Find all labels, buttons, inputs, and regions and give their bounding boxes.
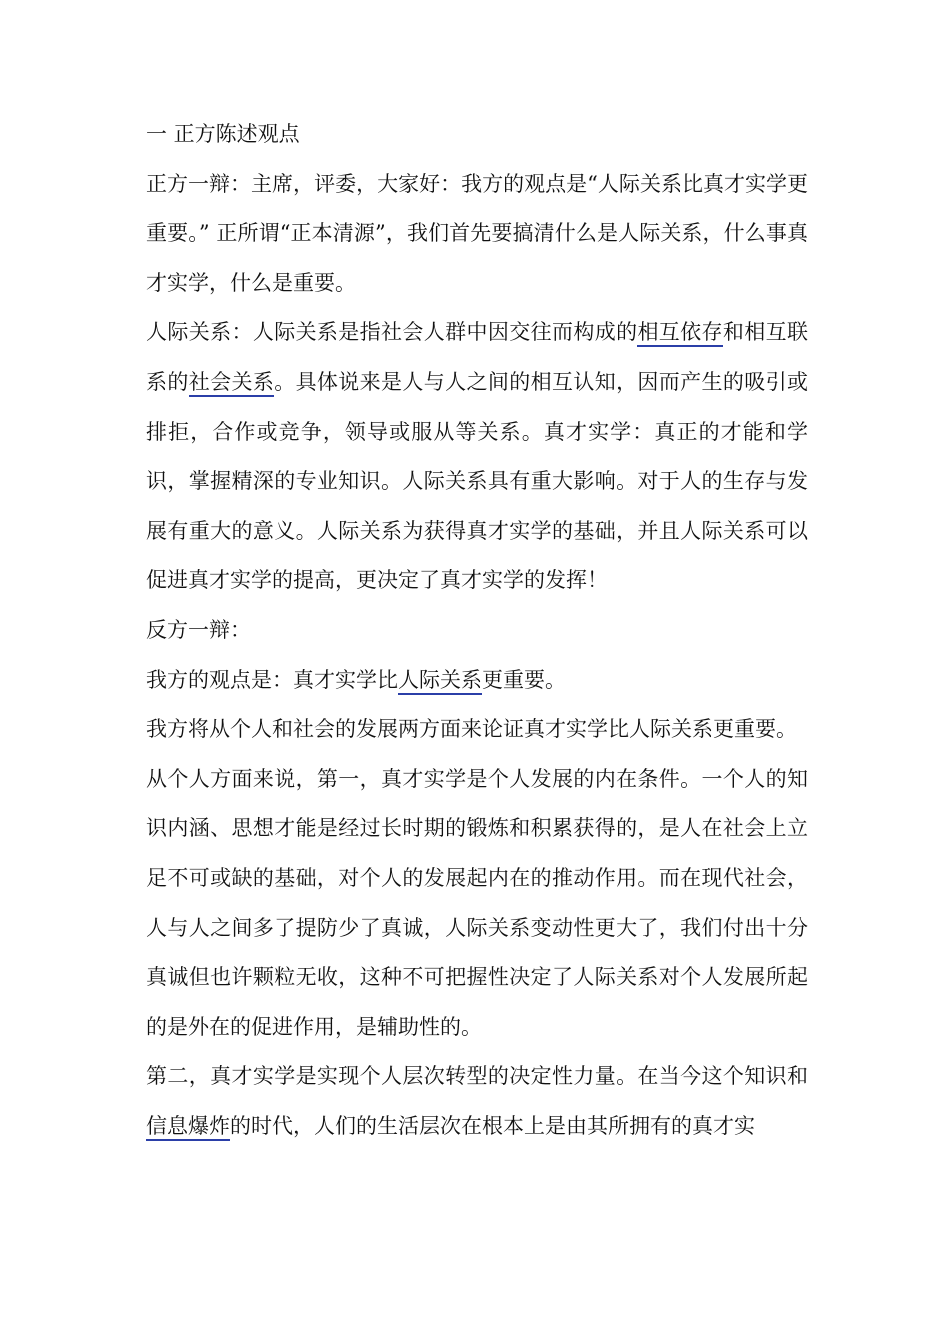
paragraph-argument-one: 从个人方面来说，第一，真才实学是个人发展的内在条件。一个人的知识内涵、思想才能是经过长时期的锻炼和积累获得的，是人在社会上立足不可或缺的基础，对个人的发展起内在的推动作用。而在现代社会，人与人之间多了提防少了真诚，人际关系变动性更大了，我们付出十分真诚但也许颗粒无收，这种不可把握性决定了人际关系对个人发展所起的是外在的促进作用，是辅助性的。 [146,766,808,1039]
section-heading: 一 正方陈述观点 [146,122,300,146]
argument-two-text-a: 第二，真才实学是实现个人层次转型的决定性力量。在当今这个知识和 [146,1064,808,1089]
document-body [146,110,808,1151]
thesis-text-a: 我方的观点是：真才实学比 [146,667,398,692]
paragraph-argument-two [146,1052,808,1151]
paragraph-argument-outline: 我方将从个人和社会的发展两方面来论证真才实学比人际关系更重要。 [146,717,797,742]
link-social-relations[interactable]: 社会关系 [189,370,274,397]
definitions-text-c: 。具体说来是人与人之间的相互认知，因而产生的吸引或排拒，合作或竞争，领导或服从等关系。真才实学：真正的才能和学识，掌握精深的专业知识。人际关系具有重大影响。对于人的生存与发展有重大的意义。人际关系为获得真才实学的基础，并且人际关系可以促进真才实学的提高，更决定了真才实学的发挥！ [146,369,809,593]
paragraph-negative-speaker: 反方一辩： [146,617,251,642]
definitions-text-a: 人际关系：人际关系是指社会人群中因交往而构成的 [146,320,638,345]
definitions-text-b: 和相互联系的 [146,320,809,394]
argument-two-text-b: 的时代，人们的生活层次在根本上是由其所拥有的真才实 [230,1113,755,1138]
link-mutual-dependence[interactable]: 相互依存 [637,320,722,347]
paragraph-definitions [146,308,808,606]
thesis-text-b: 更重要。 [482,667,566,692]
link-interpersonal-relations[interactable]: 人际关系 [398,668,482,695]
paragraph-affirmative-opening: 正方一辩：主席，评委，大家好：我方的观点是“人际关系比真才实学更重要。” 正所谓“正本清源”，我们首先要搞清什么是人际关系，什么事真才实学，什么是重要。 [146,171,808,295]
paragraph-negative-thesis [146,656,808,706]
link-information-explosion[interactable]: 信息爆炸 [146,1114,230,1141]
